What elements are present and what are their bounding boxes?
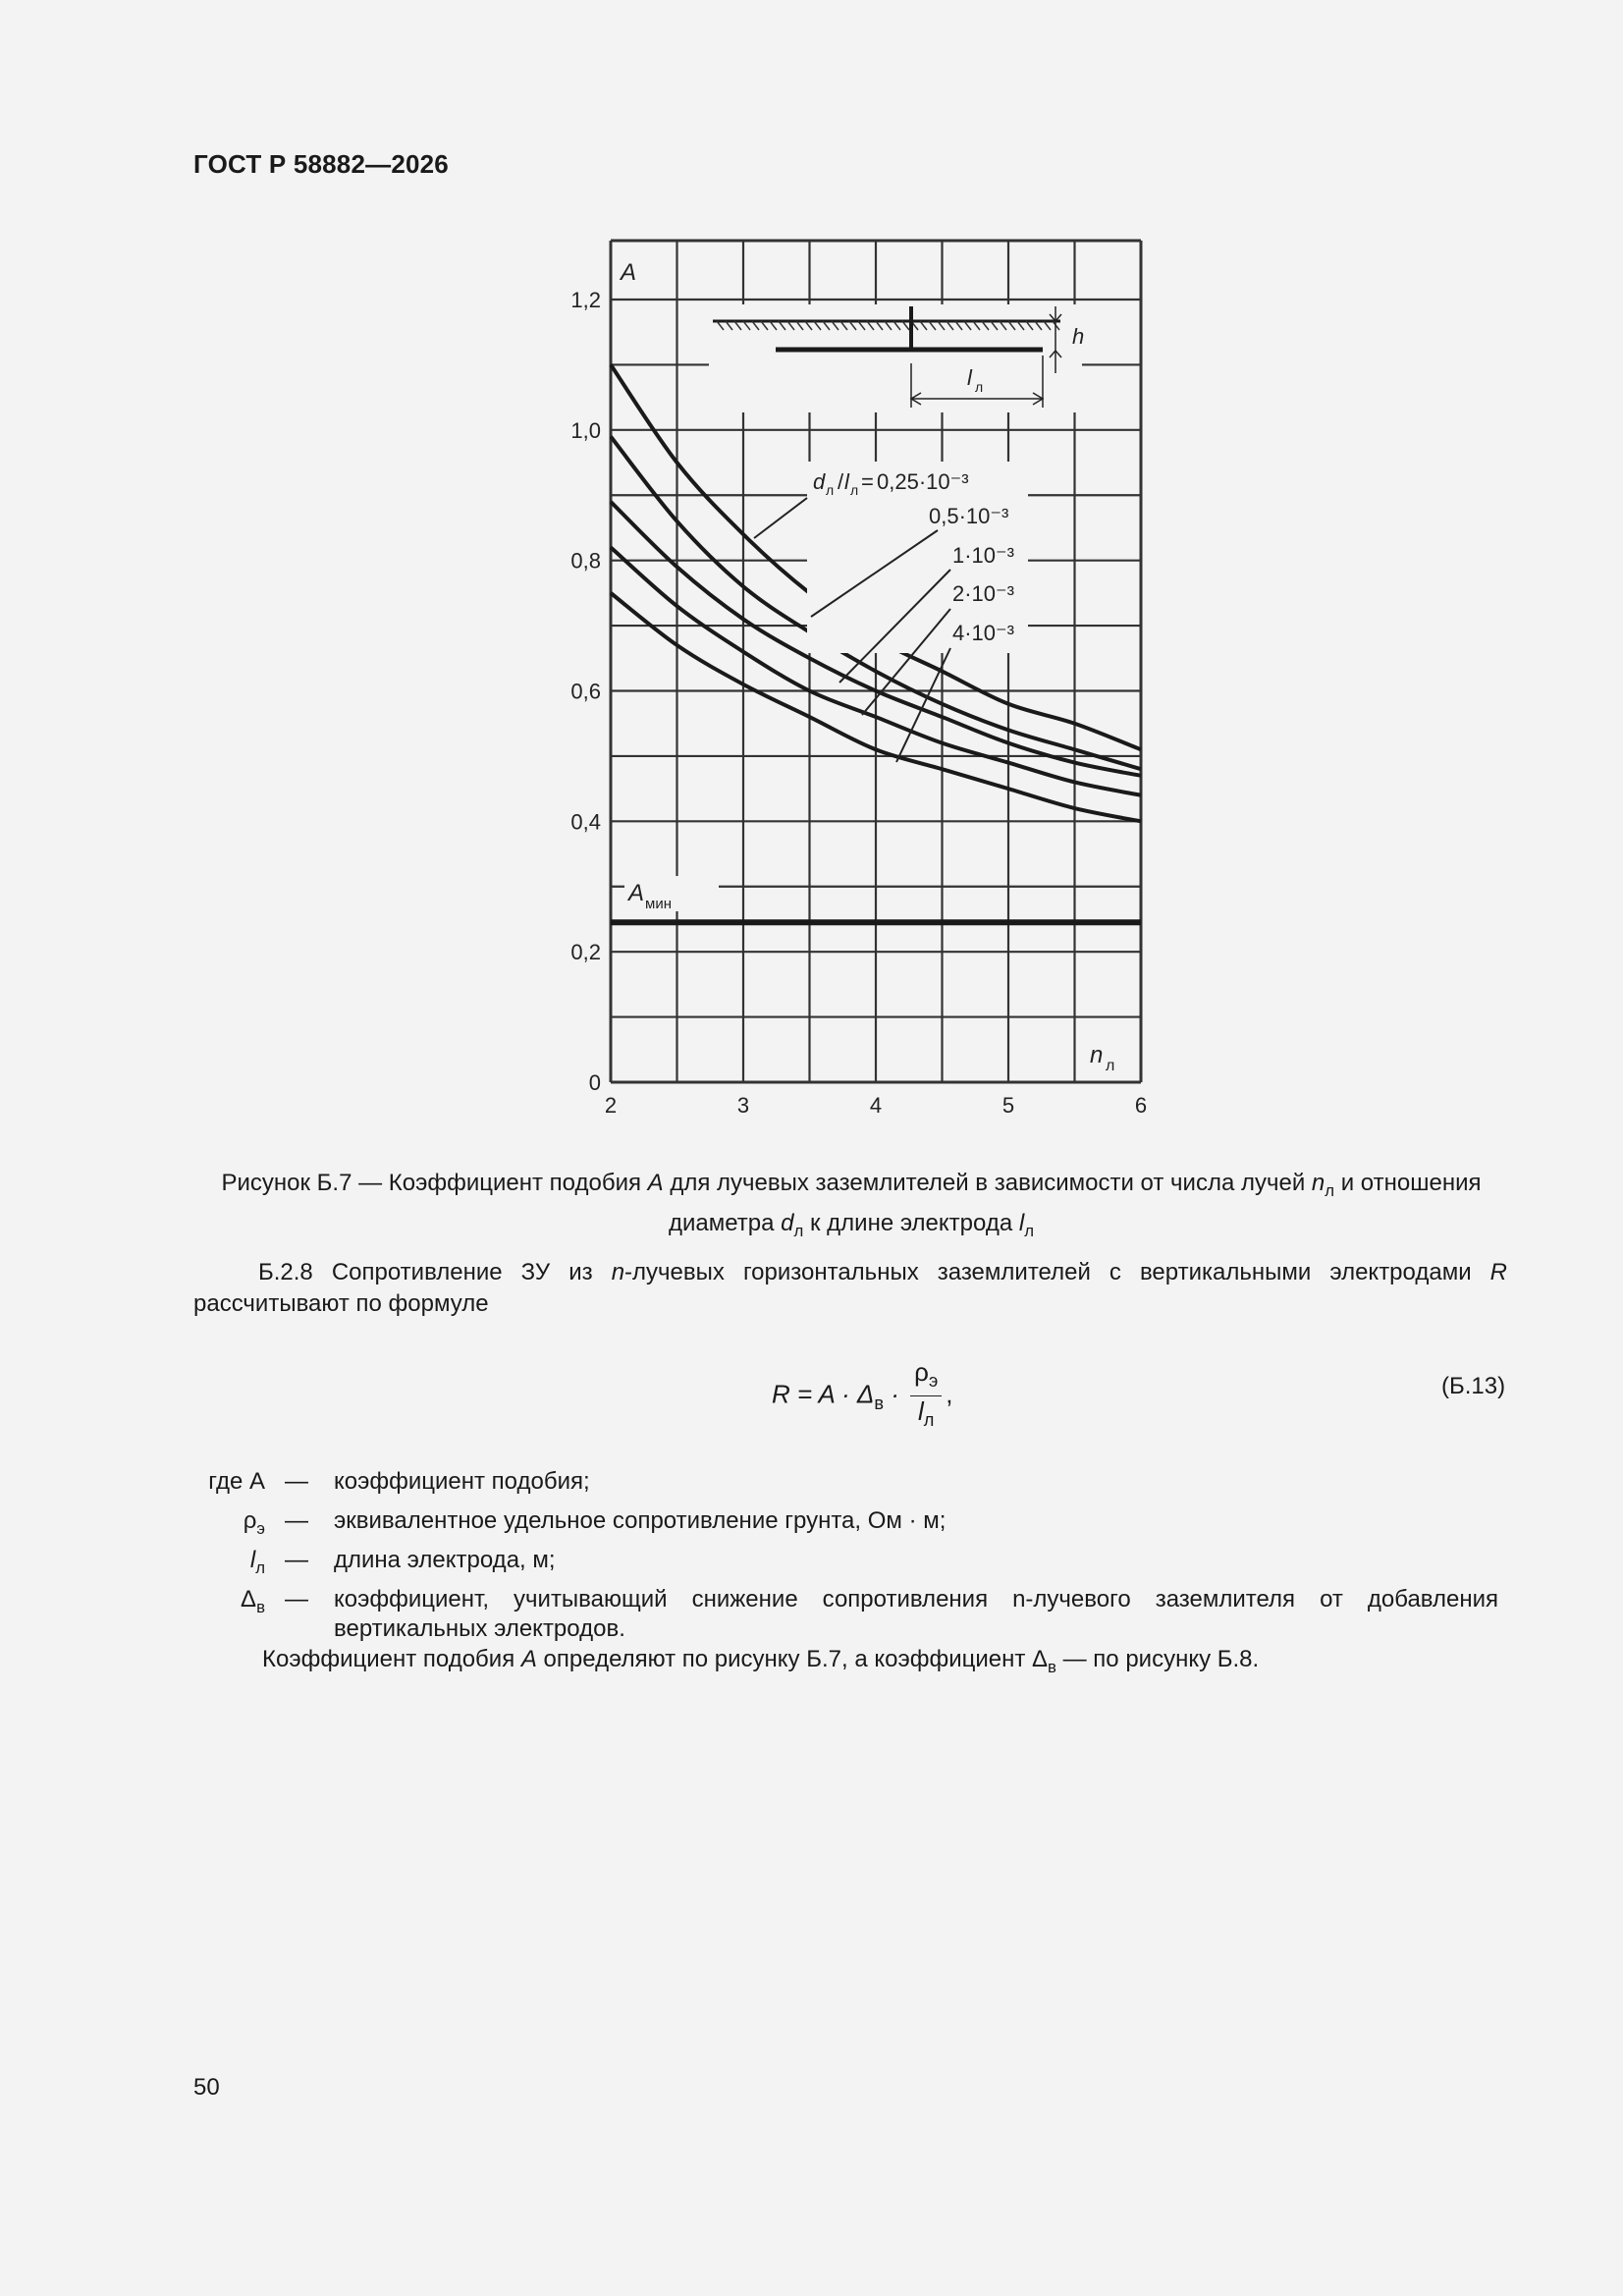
where-sym-a-text: где A [208, 1468, 265, 1495]
where-sym-l [128, 1546, 265, 1583]
x-tick-label: 4 [869, 1093, 883, 1118]
where-sym-a [128, 1467, 265, 1497]
legend-label: 0,25·10⁻³ [877, 469, 969, 494]
legend-prefix-l-sub: л [850, 482, 859, 498]
caption-l-sub: л [1024, 1221, 1034, 1240]
where-row-delta [128, 1585, 1522, 1644]
caption-l: l [1018, 1209, 1025, 1236]
x-tick-label: 2 [604, 1093, 618, 1118]
closing-sub: в [1048, 1657, 1056, 1676]
para-part3: рассчитывают по формуле [193, 1290, 489, 1317]
where-sym-delta-text: Δ [241, 1586, 257, 1613]
caption-n: n [1311, 1170, 1325, 1196]
where-row-a [128, 1467, 1522, 1497]
inset-l-label-sub: л [975, 379, 984, 395]
y-tick-label: 1,2 [570, 288, 601, 312]
y-axis-label: A [621, 259, 637, 286]
caption-d-sub: л [793, 1221, 804, 1240]
legend-leader [754, 498, 807, 538]
x-axis-label: n [1090, 1042, 1104, 1068]
formula-fraction [910, 1357, 942, 1435]
y-tick-label: 0,4 [570, 809, 601, 835]
caption-part4: к длине электрода [803, 1209, 1019, 1236]
closing-part3: — по рисунку Б.8. [1055, 1646, 1260, 1672]
legend-label: 2·10⁻³ [952, 581, 1014, 606]
y-tick-label: 1,0 [570, 417, 601, 443]
formula-b13 [772, 1357, 953, 1431]
formula-l-sub: л [923, 1410, 935, 1431]
formula-comma: , [946, 1379, 953, 1409]
x-axis-label-sub: л [1106, 1058, 1115, 1074]
where-sym-delta-sub: в [256, 1597, 265, 1616]
legend-label: 0,5·10⁻³ [929, 504, 1009, 528]
para-part2: -лучевых горизонтальных заземлителей с вертикальными электродами [624, 1259, 1490, 1285]
para-r: R [1489, 1259, 1508, 1285]
where-text-rho: эквивалентное удельное сопротивление грунта, Ом · м; [334, 1507, 947, 1534]
where-dash-delta: — [285, 1586, 308, 1613]
formula-rho: ρ [914, 1357, 929, 1387]
figure-caption [193, 1167, 1509, 1247]
where-text-delta: коэффициент, учитывающий снижение сопротивления n-лучевого заземлителя от добавления вертикальных электродов. [334, 1586, 1498, 1642]
a-min-label: A [628, 880, 645, 906]
y-tick-label: 0,6 [570, 679, 601, 704]
legend-prefix-d: d [813, 469, 826, 494]
equation-number: (Б.13) [1441, 1373, 1506, 1399]
where-dash-rho: — [285, 1507, 308, 1534]
caption-part1: Рисунок Б.7 — Коэффициент подобия [221, 1170, 648, 1196]
where-text-l: длина электрода, м; [334, 1547, 556, 1573]
page-number: 50 [193, 2074, 220, 2101]
where-sym-rho [128, 1506, 265, 1544]
a-min-label-sub: мин [645, 896, 672, 912]
x-tick-label: 3 [736, 1093, 750, 1118]
x-tick-label: 5 [1001, 1093, 1015, 1118]
paragraph-b28 [193, 1257, 1507, 1320]
where-row-rho [128, 1506, 1522, 1536]
caption-d: d [781, 1209, 794, 1236]
where-text-a: коэффициент подобия; [334, 1468, 590, 1495]
formula-numerator [910, 1357, 942, 1396]
where-sym-delta [128, 1585, 265, 1622]
closing-a: A [520, 1646, 537, 1672]
formula-rho-sub: э [928, 1371, 939, 1392]
where-sym-rho-text: ρ [243, 1507, 257, 1534]
where-dash-a: — [285, 1468, 308, 1495]
formula-lhs: R = A · Δ [772, 1379, 875, 1409]
caption-part3: и отношения диаметра [668, 1170, 1482, 1236]
document-header: ГОСТ Р 58882—2026 [193, 149, 449, 179]
where-sym-l-sub: л [255, 1558, 265, 1577]
para-part1: Б.2.8 Сопротивление ЗУ из [258, 1259, 612, 1285]
where-sym-l-text: l [249, 1547, 256, 1573]
formula-l: l [917, 1396, 924, 1427]
legend-label: 1·10⁻³ [952, 543, 1014, 568]
legend-prefix-slash: / [838, 469, 844, 494]
y-tick-label: 0,8 [570, 548, 601, 574]
formula-sub-v: в [874, 1393, 885, 1413]
x-tick-label: 6 [1134, 1093, 1148, 1118]
where-row-l [128, 1546, 1522, 1575]
para-n: n [611, 1259, 625, 1285]
closing-line [262, 1646, 1259, 1677]
closing-part1: Коэффициент подобия [262, 1646, 521, 1672]
where-sym-rho-sub: э [256, 1518, 265, 1538]
formula-denominator [910, 1396, 942, 1435]
caption-n-sub: л [1325, 1180, 1335, 1200]
legend-prefix-d-sub: л [826, 482, 835, 498]
where-dash-l: — [285, 1547, 308, 1573]
inset-h-label: h [1072, 324, 1085, 349]
caption-part2: для лучевых заземлителей в зависимости от числа лучей [663, 1170, 1312, 1196]
legend-prefix-eq: = [861, 469, 874, 494]
y-tick-label: 0,2 [570, 940, 601, 965]
y-tick-label: 0 [588, 1070, 601, 1095]
caption-a: A [647, 1170, 664, 1196]
formula-dot: · [884, 1379, 907, 1409]
legend-label: 4·10⁻³ [952, 621, 1014, 645]
inset-l-label: l [967, 365, 972, 390]
legend-prefix-l: l [844, 469, 849, 494]
closing-part2: определяют по рисунку Б.7, а коэффициент Δ [536, 1646, 1049, 1672]
